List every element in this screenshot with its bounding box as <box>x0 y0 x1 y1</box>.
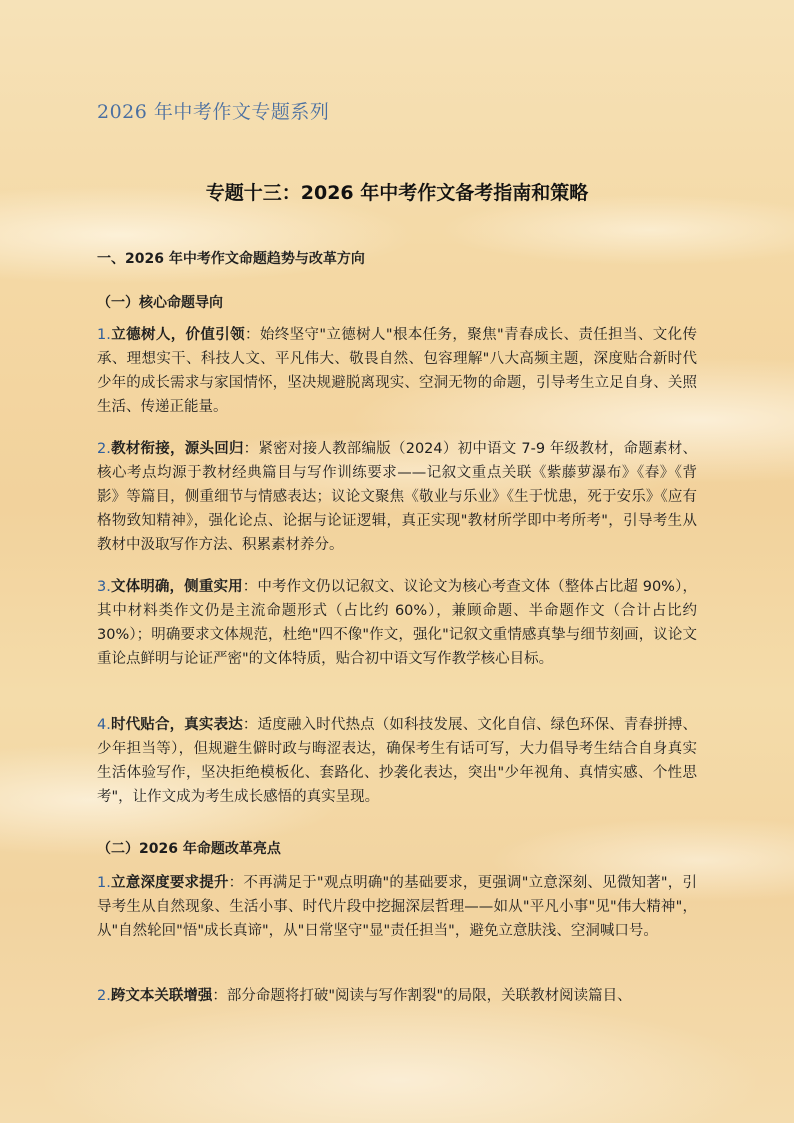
item-text: ：部分命题将打破"阅读与写作割裂"的局限，关联教材阅读篇目、 <box>212 988 632 1004</box>
item-lead: 时代贴合，真实表达 <box>110 717 243 733</box>
item-text: ：中考作文仍以记叙文、议论文为核心考查文体（整体占比超 90%），其中材料类作文仍是主流命题形式（占比约 60%），兼顾命题、半命题作文（合计占比约 30%）；明确要求文体规范，杜绝"四不像"作文，强化"记叙文重情感真挚与细节刻画，议论文重论点鲜明与论证严密"的文体特质，贴合初中语文写作教学核心目标。 <box>97 579 697 667</box>
item-text: ：始终坚守"立德树人"根本任务，聚焦"青春成长、责任担当、文化传承、理想实干、科技人文、平凡伟大、敬畏自然、包容理解"八大高频主题，深度贴合新时代少年的成长需求与家国情怀，坚决规避脱离现实、空洞无物的命题，引导考生立足自身、关照生活、传递正能量。 <box>97 327 698 415</box>
item-lead: 立德树人，价值引领 <box>110 327 246 343</box>
document-title: 专题十三：2026 年中考作文备考指南和策略 <box>205 182 589 204</box>
item-text: ：紧密对接人教部编版（2024）初中语文 7-9 年级教材，命题素材、核心考点均源于教材经典篇目与写作训练要求——记叙文重点关联《紫藤萝瀑布》《春》《背影》等篇目，侧重细节与情感表达；议论文聚焦《敬业与乐业》《生于忧患，死于安乐》《应有格物致知精神》，强化论点、论据与论证逻辑，真正实现"教材所学即中考所考"，引导考生从教材中汲取写作方法、积累素材养分。 <box>97 441 697 553</box>
subsection-heading: （二）2026 年命题改革亮点 <box>97 841 281 857</box>
item-number: 2. <box>97 441 111 457</box>
item-lead: 教材衔接，源头回归 <box>110 441 244 457</box>
list-item <box>97 323 697 419</box>
subsection-heading: （一）核心命题导向 <box>97 295 223 311</box>
list-item <box>97 575 697 671</box>
list-item <box>97 713 697 809</box>
item-number: 1. <box>97 327 111 343</box>
item-lead: 跨文本关联增强 <box>110 988 213 1004</box>
item-number: 4. <box>97 717 111 733</box>
section-heading: 一、2026 年中考作文命题趋势与改革方向 <box>97 251 365 267</box>
item-lead: 立意深度要求提升 <box>110 875 229 891</box>
item-number: 3. <box>97 579 111 595</box>
item-number: 1. <box>97 875 111 891</box>
series-title: 2026 年中考作文专题系列 <box>97 101 330 123</box>
item-number: 2. <box>97 988 111 1004</box>
list-item <box>97 871 697 943</box>
item-lead: 文体明确，侧重实用 <box>110 579 243 595</box>
item-text: ：适度融入时代热点（如科技发展、文化自信、绿色环保、青春拼搏、少年担当等），但规避生僻时政与晦涩表达，确保考生有话可写，大力倡导考生结合自身真实生活体验写作，坚决拒绝模板化、套路化、抄袭化表达，突出"少年视角、真情实感、个性思考"，让作文成为考生成长感悟的真实呈现。 <box>97 717 698 805</box>
list-item <box>97 984 697 1008</box>
list-item <box>97 437 697 557</box>
item-text: ：不再满足于"观点明确"的基础要求，更强调"立意深刻、见微知著"，引导考生从自然现象、生活小事、时代片段中挖掘深层哲理——如从"平凡小事"见"伟大精神"，从"自然轮回"悟"成长真谛"，从"日常坚守"显"责任担当"，避免立意肤浅、空洞喊口号。 <box>97 875 698 939</box>
